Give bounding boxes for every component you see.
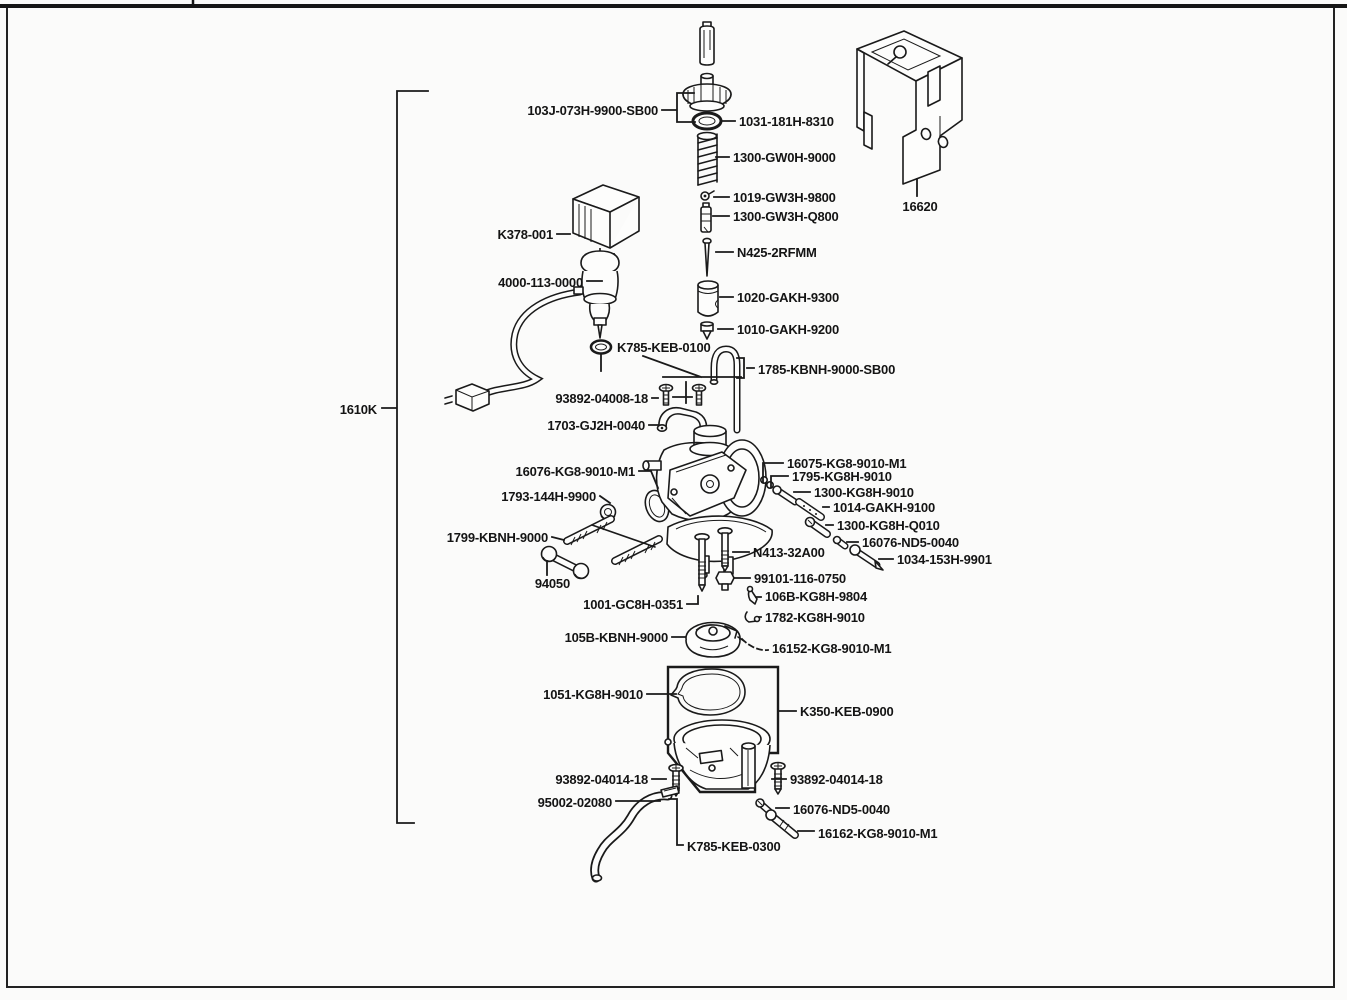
part-label: 16076-ND5-0040	[862, 535, 959, 550]
needle-valve-drawing	[701, 322, 713, 339]
cdi-unit-drawing	[573, 185, 639, 260]
part-label: 1300-KG8H-Q010	[837, 518, 940, 533]
part-label: 1051-KG8H-9010	[543, 687, 643, 702]
top-screws-drawing	[660, 385, 706, 406]
small-o-ring-drawing	[591, 341, 611, 354]
throttle-spring-drawing	[698, 133, 718, 186]
part-label: N413-32A00	[753, 545, 825, 560]
part-label: 106B-KG8H-9804	[765, 589, 867, 604]
part-label: 1300-KG8H-9010	[814, 485, 914, 500]
part-label: 16076-ND5-0040	[793, 802, 890, 817]
part-label: 1300-GW3H-Q800	[733, 209, 839, 224]
part-label: 1782-KG8H-9010	[765, 610, 865, 625]
part-label: 16075-KG8-9010-M1	[787, 456, 907, 471]
float-bowl-drawing	[665, 720, 770, 789]
auto-choke-drawing	[574, 251, 619, 338]
assembly-group-label: 1610K	[339, 402, 377, 417]
part-label: K378-001	[497, 227, 553, 242]
part-label: 1001-GC8H-0351	[583, 597, 683, 612]
studs-drawing	[567, 519, 659, 565]
part-label: 93892-04008-18	[555, 391, 648, 406]
fuel-pipe-drawing	[710, 349, 737, 430]
part-label: 103J-073H-9900-SB00	[527, 103, 658, 118]
spring-seat-clip-drawing	[701, 191, 714, 200]
part-label: 16620	[902, 199, 938, 214]
drain-screw-drawing	[756, 799, 795, 835]
part-label: 1020-GAKH-9300	[737, 290, 839, 305]
float-drawing	[686, 623, 744, 658]
throttle-slide-drawing	[698, 281, 718, 316]
main-jet-bolt-drawing	[716, 572, 734, 590]
part-label: 1019-GW3H-9800	[733, 190, 836, 205]
nuts-drawing	[542, 547, 589, 579]
cable-connector-drawing	[445, 384, 489, 411]
part-label: 95002-02080	[537, 795, 612, 810]
part-label: 1014-GAKH-9100	[833, 500, 935, 515]
part-label: 4000-113-0000	[498, 275, 583, 290]
cap-o-ring-drawing	[693, 113, 721, 129]
jet-needle-holder-drawing	[701, 203, 711, 232]
part-label: 94050	[534, 576, 570, 591]
part-label: 1799-KBNH-9000	[446, 530, 548, 545]
part-label: 1703-GJ2H-0040	[547, 418, 645, 433]
part-label: 93892-04014-18	[555, 772, 648, 787]
mount-bracket-drawing	[857, 31, 962, 184]
dashed-leader	[742, 639, 768, 650]
part-label: 1785-KBNH-9000-SB00	[758, 362, 896, 377]
jet-needle-drawing	[703, 238, 711, 276]
part-label: K350-KEB-0900	[800, 704, 894, 719]
bowl-gasket-drawing	[671, 669, 745, 715]
part-label: 16162-KG8-9010-M1	[818, 826, 938, 841]
float-pin-drawing	[748, 587, 758, 605]
part-label: 1793-144H-9900	[501, 489, 596, 504]
part-label: 1300-GW0H-9000	[733, 150, 836, 165]
choke-cable-drawing	[482, 292, 580, 395]
clip-drawing	[745, 612, 759, 622]
part-label: 16076-KG8-9010-M1	[515, 464, 635, 479]
part-label: K785-KEB-0300	[687, 839, 781, 854]
part-label: 1031-181H-8310	[739, 114, 834, 129]
group-bracket	[397, 91, 428, 823]
part-label: 16152-KG8-9010-M1	[772, 641, 892, 656]
part-label: 105B-KBNH-9000	[564, 630, 668, 645]
cable-adjuster-drawing	[700, 22, 714, 65]
part-label: 99101-116-0750	[754, 571, 846, 586]
part-label: 1795-KG8H-9010	[792, 469, 892, 484]
part-label: N425-2RFMM	[737, 245, 817, 260]
part-label: K785-KEB-0100	[617, 340, 711, 355]
part-label: 1034-153H-9901	[897, 552, 992, 567]
part-label: 1010-GAKH-9200	[737, 322, 839, 337]
part-label: 93892-04014-18	[790, 772, 883, 787]
